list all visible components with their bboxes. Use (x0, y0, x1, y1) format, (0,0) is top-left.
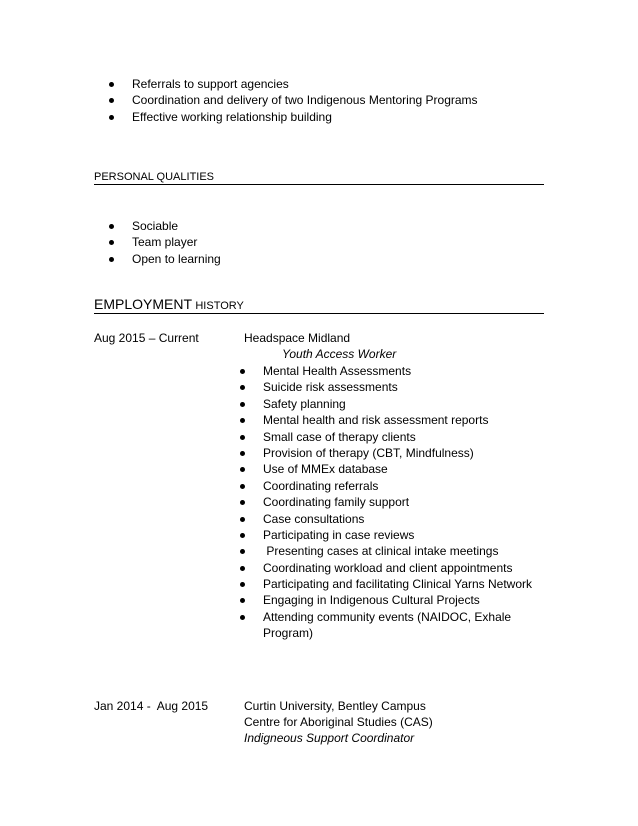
bullet-icon (109, 257, 114, 262)
skills-list (107, 76, 478, 125)
bullet-icon (109, 98, 114, 103)
list-item: Case consultations (238, 511, 532, 527)
bullet-icon (240, 598, 245, 603)
bullet-icon (240, 582, 245, 587)
list-item: Coordinating family support (238, 494, 532, 510)
list-item: Attending community events (NAIDOC, Exhale Program) (238, 609, 528, 642)
list-item: Small case of therapy clients (238, 429, 532, 445)
bullet-icon (109, 82, 114, 87)
list-item: Coordination and delivery of two Indigenous Mentoring Programs (107, 92, 478, 108)
job-role: Indigneous Support Coordinator (244, 731, 415, 745)
bullet-icon (109, 224, 114, 229)
list-item: Coordinating referrals (238, 478, 532, 494)
list-item: Mental Health Assessments (238, 363, 532, 379)
bullet-icon (109, 240, 114, 245)
bullet-icon (240, 615, 245, 620)
list-item: Effective working relationship building (107, 109, 478, 125)
list-item: Referrals to support agencies (107, 76, 478, 92)
list-item: Provision of therapy (CBT, Mindfulness) (238, 445, 532, 461)
job-employer: Headspace Midland (244, 331, 351, 345)
personal-qualities-list (107, 218, 221, 267)
job-dates: Aug 2015 – Current (94, 331, 199, 345)
list-item: Engaging in Indigenous Cultural Projects (238, 592, 532, 608)
list-item: Open to learning (107, 251, 221, 267)
bullet-icon (240, 533, 245, 538)
bullet-icon (240, 435, 245, 440)
list-item: Presenting cases at clinical intake meetings (238, 543, 532, 559)
list-item: Coordinating workload and client appointments (238, 560, 532, 576)
list-item: Participating in case reviews (238, 527, 532, 543)
job-department: Centre for Aboriginal Studies (CAS) (244, 715, 433, 729)
bullet-icon (240, 566, 245, 571)
job-role: Youth Access Worker (282, 347, 397, 361)
list-item: Mental health and risk assessment reports (238, 412, 532, 428)
job-employer: Curtin University, Bentley Campus (244, 699, 426, 713)
bullet-icon (240, 467, 245, 472)
list-item: Team player (107, 234, 221, 250)
list-item: Use of MMEx database (238, 461, 532, 477)
job-duties-list (238, 363, 532, 642)
personal-qualities-heading: PERSONAL QUALITIES (94, 171, 544, 185)
job-dates: Jan 2014 - Aug 2015 (94, 699, 209, 713)
bullet-icon (240, 451, 245, 456)
bullet-icon (240, 385, 245, 390)
list-item: Sociable (107, 218, 221, 234)
bullet-icon (240, 418, 245, 423)
bullet-icon (240, 484, 245, 489)
list-item: Safety planning (238, 396, 532, 412)
bullet-icon (240, 549, 245, 554)
bullet-icon (240, 369, 245, 374)
bullet-icon (240, 500, 245, 505)
bullet-icon (240, 517, 245, 522)
employment-history-heading: EMPLOYMENT HISTORY (94, 296, 544, 314)
list-item: Participating and facilitating Clinical Yarns Network (238, 576, 532, 592)
bullet-icon (240, 402, 245, 407)
bullet-icon (109, 115, 114, 120)
list-item: Suicide risk assessments (238, 379, 532, 395)
